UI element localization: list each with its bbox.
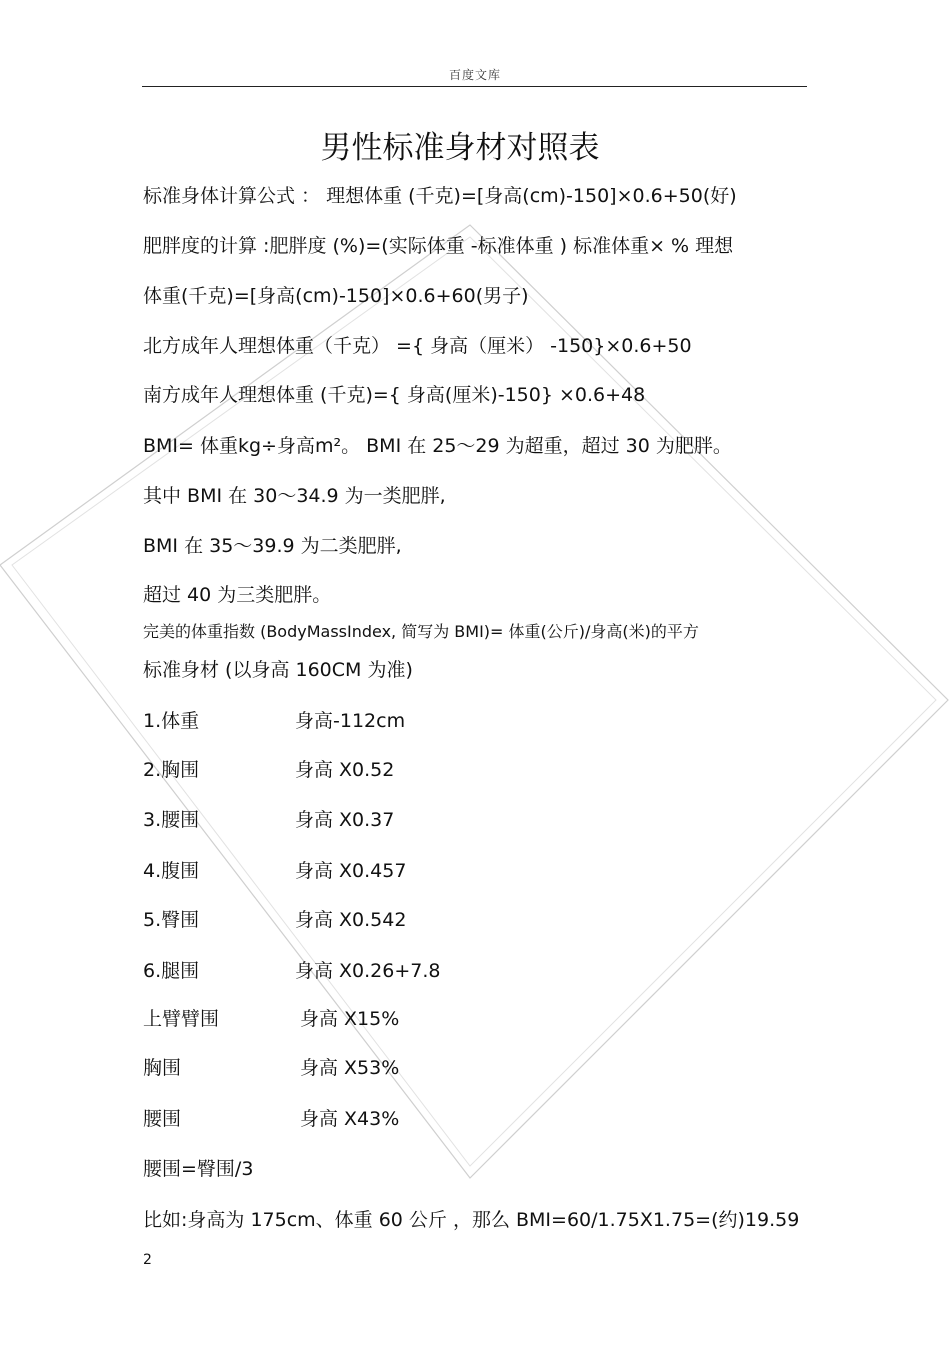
measurement-label: 1.体重 (143, 710, 200, 732)
measurement-value: 身高 X43% (300, 1108, 400, 1130)
measurement-value: 身高 X0.457 (295, 860, 407, 882)
bmi-class3-line: 超过 40 为三类肥胖。 (143, 584, 332, 606)
formula-line: 标准身体计算公式 ： 理想体重 (千克)=[身高(cm)-150]×0.6+50(好) (143, 185, 737, 207)
measurement-value: 身高 X53% (300, 1057, 400, 1079)
measurement-value: 身高 X0.542 (295, 909, 407, 931)
measurement-label: 腰围 (143, 1108, 182, 1130)
bmi-class1-line: 其中 BMI 在 30～34.9 为一类肥胖, (143, 485, 446, 507)
bmi-definition-line: 完美的体重指数 (BodyMassIndex, 简写为 BMI)= 体重(公斤)/身高(米)的平方 (143, 622, 699, 641)
north-weight-line: 北方成年人理想体重（千克） ={ 身高（厘米） -150}×0.6+50 (143, 335, 692, 357)
south-weight-line: 南方成年人理想体重 (千克)={ 身高(厘米)-150} ×0.6+48 (143, 384, 646, 406)
obesity-formula-line: 肥胖度的计算 :肥胖度 (%)=(实际体重 -标准体重 ) 标准体重× % 理想 (143, 235, 734, 257)
measurement-value: 身高-112cm (295, 710, 406, 732)
measurement-label: 胸围 (143, 1057, 182, 1079)
measurement-value: 身高 X0.52 (295, 759, 395, 781)
waist-hip-line: 腰围=臀围/3 (143, 1158, 254, 1180)
header-text: 百度文库 (448, 68, 501, 82)
measurement-value: 身高 X0.37 (295, 809, 395, 831)
page-title: 男性标准身材对照表 (320, 130, 600, 166)
bmi-line: BMI= 体重kg÷身高m²。 BMI 在 25～29 为超重，超过 30 为肥胖。 (143, 435, 732, 457)
measurement-label: 上臂臂围 (143, 1008, 220, 1030)
example-line: 比如:身高为 175cm、体重 60 公斤 ，那么 BMI=60/1.75X1.75=(约)19.59 (143, 1209, 800, 1231)
measurement-value: 身高 X0.26+7.8 (295, 960, 441, 982)
measurement-label: 6.腿围 (143, 960, 200, 982)
header-divider (142, 86, 807, 87)
measurement-value: 身高 X15% (300, 1008, 400, 1030)
page-number: 2 (143, 1252, 152, 1268)
measurement-label: 3.腰围 (143, 809, 200, 831)
bmi-class2-line: BMI 在 35～39.9 为二类肥胖, (143, 535, 402, 557)
measurement-label: 2.胸围 (143, 759, 200, 781)
measurement-label: 5.臀围 (143, 909, 200, 931)
male-weight-line: 体重(千克)=[身高(cm)-150]×0.6+60(男子) (143, 285, 529, 307)
standard-figure-heading: 标准身材 (以身高 160CM 为准) (143, 659, 413, 681)
measurement-label: 4.腹围 (143, 860, 200, 882)
